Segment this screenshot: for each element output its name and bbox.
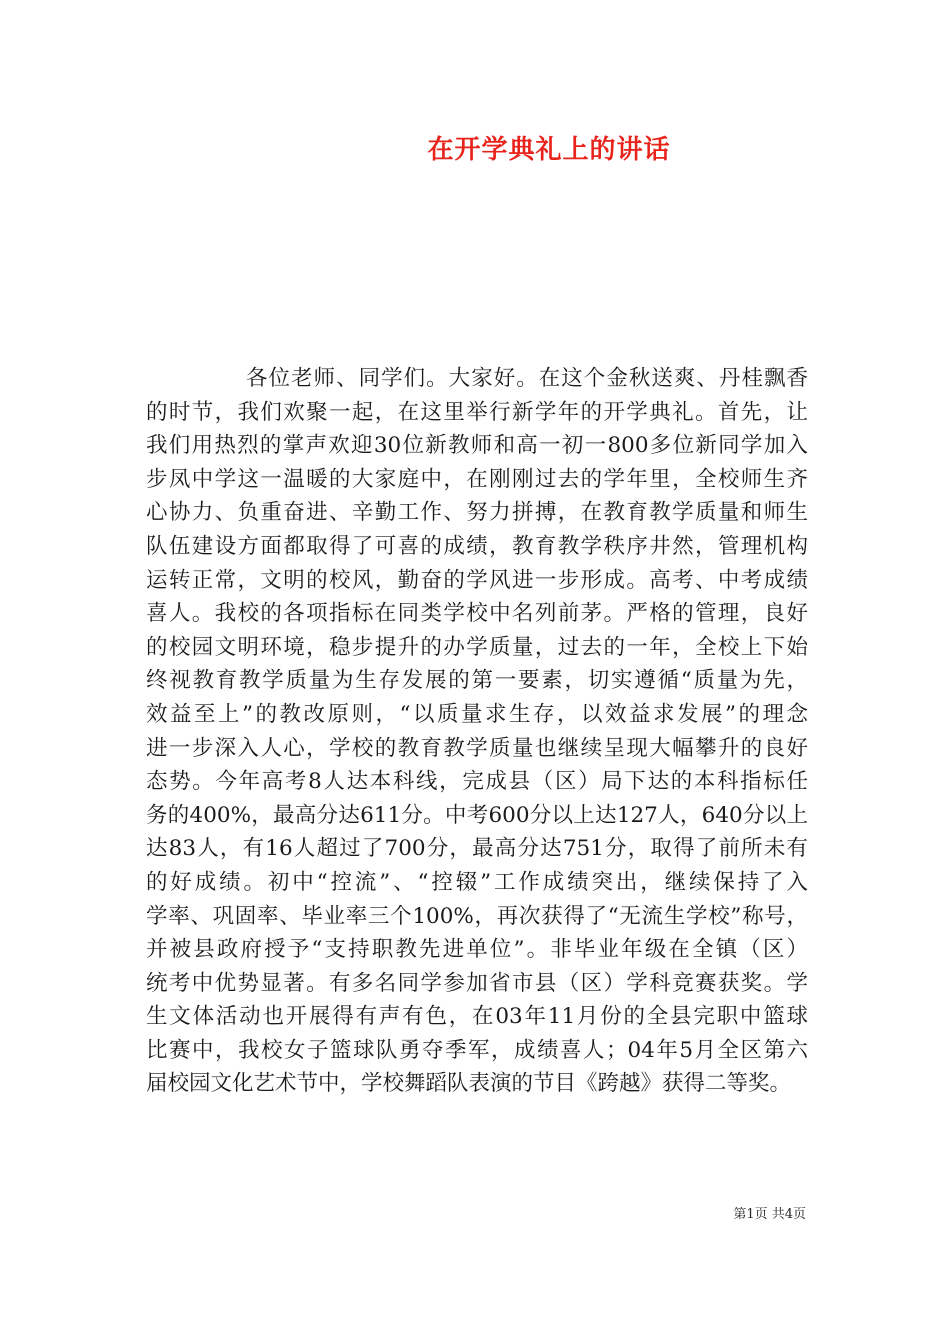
paragraph-line: 并被县政府授予“支持职教先进单位”。非毕业年级在全镇（区） xyxy=(146,937,808,963)
paragraph-line: 学率、巩固率、毕业率三个100%，再次获得了“无流生学校”称号， xyxy=(146,903,808,929)
paragraph-line: 心协力、负重奋进、辛勤工作、努力拼搏，在教育教学质量和师生 xyxy=(146,500,808,526)
paragraph-line: 喜人。我校的各项指标在同类学校中名列前茅。严格的管理，良好 xyxy=(146,601,808,627)
paragraph-line: 步凤中学这一温暖的大家庭中，在刚刚过去的学年里，全校师生齐 xyxy=(146,466,808,492)
paragraph-line: 统考中优势显著。有多名同学参加省市县（区）学科竞赛获奖。学 xyxy=(146,970,808,996)
paragraph-line: 届校园文化艺术节中，学校舞蹈队表演的节目《跨越》获得二等奖。 xyxy=(146,1071,792,1097)
body-paragraph xyxy=(146,362,808,1101)
paragraph-line: 终视教育教学质量为生存发展的第一要素，切实遵循“质量为先， xyxy=(146,668,808,694)
paragraph-line: 务的400%，最高分达611分。中考600分以上达127人，640分以上 xyxy=(146,802,808,828)
paragraph-line: 的校园文明环境，稳步提升的办学质量，过去的一年，全校上下始 xyxy=(146,634,808,660)
paragraph-line: 的时节，我们欢聚一起，在这里举行新学年的开学典礼。首先，让 xyxy=(146,399,808,425)
paragraph-line: 进一步深入人心，学校的教育教学质量也继续呈现大幅攀升的良好 xyxy=(146,735,808,761)
paragraph-line: 队伍建设方面都取得了可喜的成绩，教育教学秩序井然，管理机构 xyxy=(146,533,808,559)
paragraph-line: 效益至上”的教改原则，“以质量求生存，以效益求发展”的理念 xyxy=(146,701,808,727)
paragraph-line: 生文体活动也开展得有声有色，在03年11月份的全县完职中篮球 xyxy=(146,1004,808,1030)
page-number-footer: 第1页 共4页 xyxy=(733,1207,806,1222)
paragraph-line: 各位老师、同学们。大家好。在这个金秋送爽、丹桂飘香 xyxy=(246,366,808,391)
paragraph-line: 我们用热烈的掌声欢迎30位新教师和高一初一800多位新同学加入 xyxy=(146,433,808,459)
paragraph-line: 态势。今年高考8人达本科线，完成县（区）局下达的本科指标任 xyxy=(146,769,808,795)
paragraph-line: 比赛中，我校女子篮球队勇夺季军，成绩喜人；04年5月全区第六 xyxy=(146,1037,808,1063)
document-title: 在开学典礼上的讲话 xyxy=(427,135,671,165)
paragraph-line: 达83人，有16人超过了700分，最高分达751分，取得了前所未有 xyxy=(146,836,808,862)
paragraph-line: 运转正常，文明的校风，勤奋的学风进一步形成。高考、中考成绩 xyxy=(146,567,808,593)
paragraph-line: 的好成绩。初中“控流”、“控辍”工作成绩突出，继续保持了入 xyxy=(146,869,808,895)
